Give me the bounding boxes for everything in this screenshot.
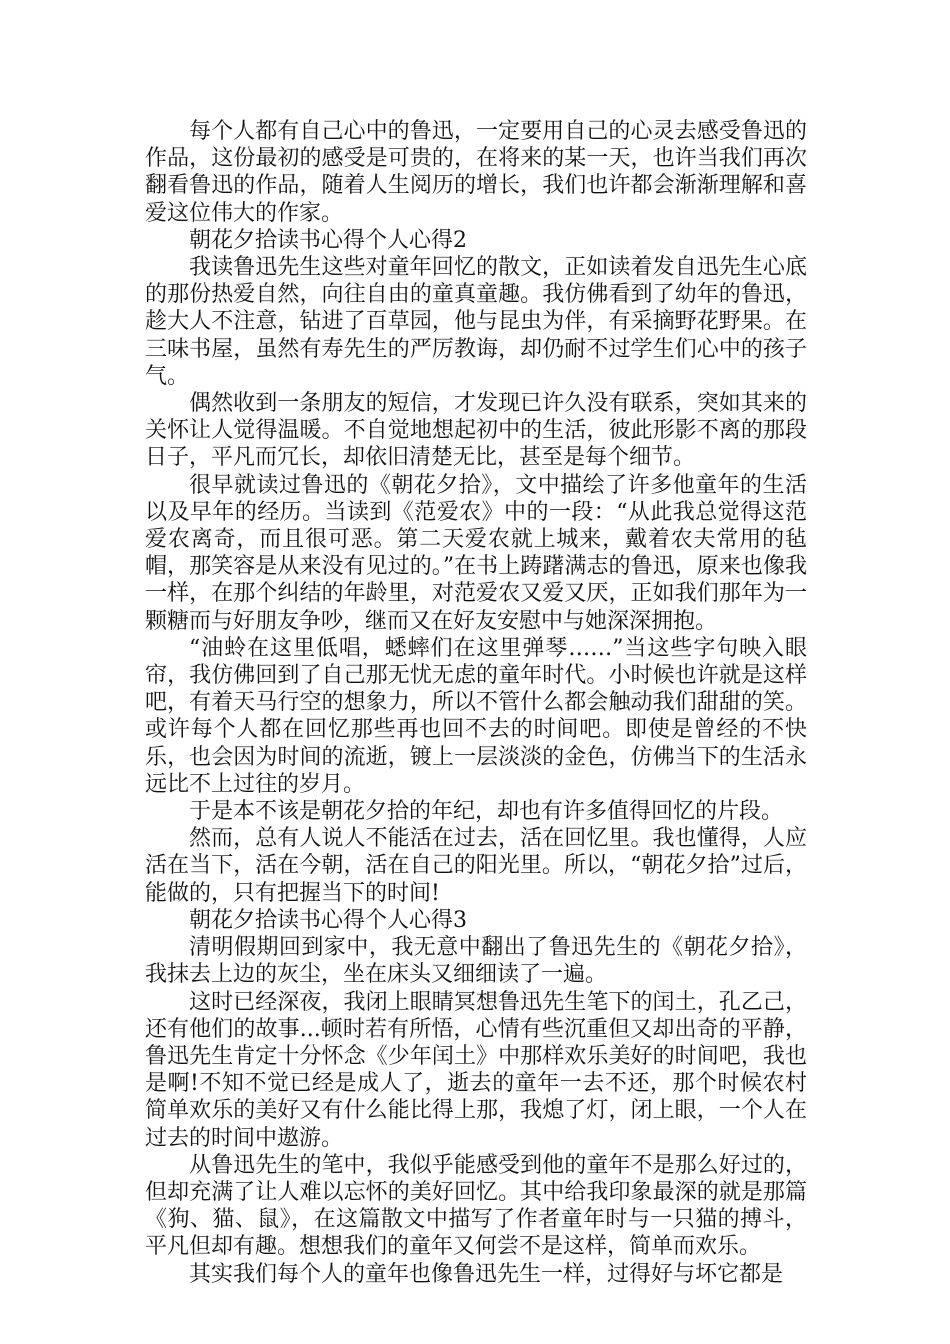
document-body <box>145 118 807 1288</box>
paragraph: 于是本不该是朝花夕拾的年纪，却也有许多值得回忆的片段。 <box>189 799 784 825</box>
paragraph: 其实我们每个人的童年也像鲁迅先生一样，过得好与坏它都是 <box>189 1261 784 1287</box>
paragraph: 我读鲁迅先生这些对童年回忆的散文，正如读着发自迅先生心底的那份热爱自然，向往自由的童真童趣。我仿佛看到了幼年的鲁迅，趁大人不注意，钻进了百草园，他与昆虫为伴，有采摘野花野果。在三味书屋，虽然有寿先生的严厉教诲，却仍耐不过学生们心中的孩子气。 <box>145 255 807 389</box>
paragraph: 然而，总有人说人不能活在过去，活在回忆里。我也懂得，人应活在当下，活在今朝，活在自己的阳光里。所以，“朝花夕拾”过后，能做的，只有把握当下的时间! <box>145 826 807 906</box>
paragraph: 这时已经深夜，我闭上眼睛冥想鲁迅先生笔下的闰土，孔乙己，还有他们的故事...顿时若有所悟，心情有些沉重但又却出奇的平静，鲁迅先生肯定十分怀念《少年闰土》中那样欢乐美好的时间吧，我也是啊!不知不觉已经是成人了，逝去的童年一去不还，那个时候农村简单欢乐的美好又有什么能比得上那，我熄了灯，闭上眼，一个人在过去的时间中遨游。 <box>145 989 807 1151</box>
paragraph: “油蛉在这里低唱，蟋蟀们在这里弹琴……”当这些字句映入眼帘，我仿佛回到了自己那无忧无虑的童年时代。小时候也许就是这样吧，有着天马行空的想象力，所以不管什么都会触动我们甜甜的笑。或许每个人都在回忆那些再也回不去的时间吧。即使是曾经的不快乐，也会因为时间的流逝，镀上一层淡淡的金色，仿佛当下的生活永远比不上过往的岁月。 <box>145 635 807 797</box>
paragraph: 清明假期回到家中，我无意中翻出了鲁迅先生的《朝花夕拾》，我抹去上边的灰尘，坐在床头又细细读了一遍。 <box>145 935 807 988</box>
paragraph: 偶然收到一条朋友的短信，才发现已许久没有联系，突如其来的关怀让人觉得温暖。不自觉地想起初中的生活，彼此形影不离的那段日子，平凡而冗长，却依旧清楚无比，甚至是每个细节。 <box>145 391 807 471</box>
paragraph: 每个人都有自己心中的鲁迅，一定要用自己的心灵去感受鲁迅的作品，这份最初的感受是可贵的，在将来的某一天，也许当我们再次翻看鲁迅的作品，随着人生阅历的增长，我们也许都会渐渐理解和喜爱这位伟大的作家。 <box>145 119 807 226</box>
section-heading: 朝花夕拾读书心得个人心得3 <box>189 907 467 933</box>
paragraph: 很早就读过鲁迅的《朝花夕拾》，文中描绘了许多他童年的生活以及早年的经历。当读到《范爱农》中的一段：“从此我总觉得这范爱农离奇，而且很可恶。第二天爱农就上城来，戴着农夫常用的毡帽，那笑容是从来没有见过的。”在书上踌躇满志的鲁迅，原来也像我一样，在那个纠结的年龄里，对范爱农又爱又厌，正如我们那年为一颗糖而与好朋友争吵，继而又在好友安慰中与她深深拥抱。 <box>145 472 807 634</box>
paragraph: 从鲁迅先生的笔中，我似乎能感受到他的童年不是那么好过的，但却充满了让人难以忘怀的美好回忆。其中给我印象最深的就是那篇《狗、猫、鼠》，在这篇散文中描写了作者童年时与一只猫的搏斗，平凡但却有趣。想想我们的童年又何尝不是这样，简单而欢乐。 <box>145 1152 807 1260</box>
section-heading: 朝花夕拾读书心得个人心得2 <box>189 227 467 253</box>
